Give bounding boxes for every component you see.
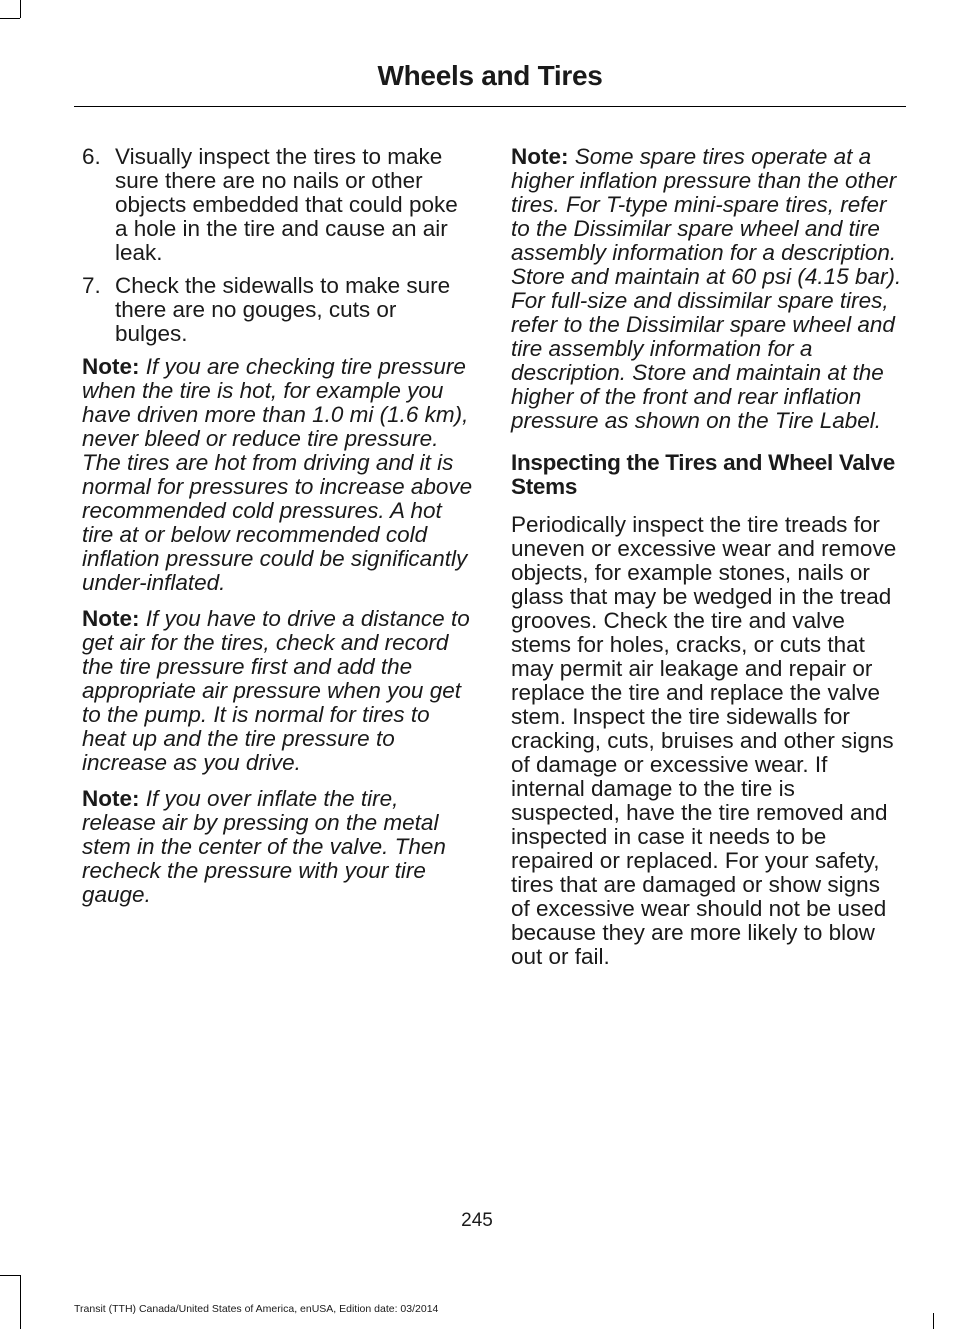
crop-mark xyxy=(0,18,20,19)
page-title: Wheels and Tires xyxy=(377,60,603,91)
note-label: Note: xyxy=(511,144,569,169)
list-item xyxy=(82,145,474,265)
step-text: Check the sidewalls to make sure there are no gouges, cuts or bulges. xyxy=(115,273,451,346)
list-item xyxy=(82,274,474,346)
body-paragraph: Periodically inspect the tire treads for uneven or excessive wear and remove objects, for example stones, nails or glass that may be wedged in the tread grooves. Check the tire and valve stems for holes, cracks, or cuts that may permit air leakage and repair or replace the tire and replace the valve stem. Inspect the tire sidewalls for cracking, cuts, bruises and other signs of damage or excessive wear. If internal damage to the tire is suspected, have the tire removed and inspected in case it needs to be repaired or replaced. For your safety, tires that are damaged or show signs of excessive wear should not be used because they are more likely to blow out or fail. xyxy=(511,512,897,969)
step-number: 6. xyxy=(82,144,101,169)
note-text: If you have to drive a distance to get air for the tires, check and record the tire pressure first and add the appropriate air pressure when you get to the pump. It is normal for tires to heat up and the tire pressure to increase as you drive. xyxy=(82,606,470,775)
note-paragraph xyxy=(82,787,474,907)
section-heading: Inspecting the Tires and Wheel Valve Stems xyxy=(511,450,895,499)
note-label: Note: xyxy=(82,606,140,631)
note-text: If you over inflate the tire, release air by pressing on the metal stem in the center of the valve. Then recheck the pressure with your tire gauge. xyxy=(82,786,446,907)
left-column xyxy=(82,145,474,919)
crop-mark xyxy=(0,1275,20,1276)
note-paragraph xyxy=(82,607,474,775)
note-paragraph xyxy=(511,145,903,433)
note-label: Note: xyxy=(82,354,140,379)
note-paragraph xyxy=(82,355,474,595)
note-label: Note: xyxy=(82,786,140,811)
crop-mark xyxy=(20,1275,21,1329)
crop-mark xyxy=(20,0,21,18)
step-text: Visually inspect the tires to make sure there are no nails or other objects embedded that could poke a hole in the tire and cause an air leak. xyxy=(115,144,458,265)
note-text: If you are checking tire pressure when the tire is hot, for example you have driven more than 1.0 mi (1.6 km), never bleed or reduce tire pressure. The tires are hot from driving and it is normal for pressures to increase above recommended cold pressures. A hot tire at or below recommended cold inflation pressure could be significantly under-inflated. xyxy=(82,354,473,595)
footer-edition: Transit (TTH) Canada/United States of America, enUSA, Edition date: 03/2014 xyxy=(74,1303,439,1315)
title-divider xyxy=(74,106,906,107)
page-number: 245 xyxy=(461,1210,493,1231)
right-column xyxy=(511,145,903,969)
note-text: Some spare tires operate at a higher inflation pressure than the other tires. For T-type mini-spare tires, refer to the Dissimilar spare wheel and tire assembly information for a description. Store and maintain at 60 psi (4.15 bar). For full-size and dissimilar spare tires, refer to the Dissimilar spare wheel and tire assembly information for a description. Store and maintain at the higher of the front and rear inflation pressure as shown on the Tire Label. xyxy=(511,144,902,433)
step-number: 7. xyxy=(82,273,101,298)
crop-mark xyxy=(933,1313,934,1329)
